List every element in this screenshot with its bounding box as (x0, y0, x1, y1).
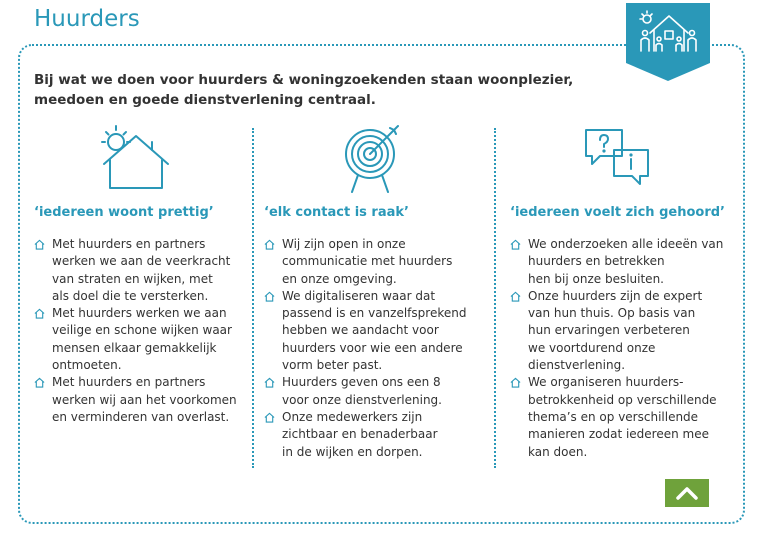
bullet-list (34, 236, 237, 426)
list-item (264, 236, 466, 288)
house-outline-icon (34, 308, 45, 319)
house-outline-icon (264, 239, 275, 250)
list-item (510, 374, 723, 460)
house-outline-icon (34, 239, 45, 250)
list-item-text: Met huurders en partners werken we aan de veerkracht van straten en wijken, met als doel die te versterken. (52, 237, 231, 303)
house-outline-icon (510, 239, 521, 250)
intro-text: Bij wat we doen voor huurders & woningzoekenden staan woonplezier, meedoen en goede dienstverlening centraal. (34, 72, 574, 108)
house-outline-icon (510, 291, 521, 302)
target-icon (336, 120, 416, 195)
column-title: ‘iedereen voelt zich gehoord’ (510, 205, 725, 220)
column-title: ‘iedereen woont prettig’ (34, 205, 214, 220)
list-item-text: Onze huurders zijn de expert van hun thuis. Op basis van hun ervaringen verbeteren we voortdurend onze dienstverlening. (528, 288, 703, 373)
list-item-text: Onze medewerkers zijn zichtbaar en benaderbaar in de wijken en dorpen. (282, 409, 438, 459)
column-divider (494, 128, 496, 468)
list-item (264, 288, 466, 374)
list-item-text: We digitaliseren waar dat passend is en vanzelfsprekend hebben we aandacht voor huurders voor wie een andere vorm beter past. (282, 288, 467, 373)
list-item (510, 288, 723, 374)
list-item-text: Met huurders werken we aan veilige en schone wijken waar mensen elkaar gemakkelijk ontmoeten. (52, 306, 232, 373)
house-outline-icon (34, 377, 45, 388)
scroll-to-top-button[interactable] (665, 479, 709, 507)
list-item (34, 305, 237, 374)
house-outline-icon (264, 377, 275, 388)
chevron-up-icon (665, 479, 709, 507)
house-outline-icon (264, 291, 275, 302)
house-sun-icon (94, 120, 174, 195)
column-divider (252, 128, 254, 468)
speech-bubbles-icon (578, 120, 658, 195)
column-title: ‘elk contact is raak’ (264, 205, 409, 220)
list-item-text: We onderzoeken alle ideeën van huurders en betrekken hen bij onze besluiten. (528, 237, 724, 286)
house-outline-icon (264, 412, 275, 423)
family-house-icon (626, 3, 710, 81)
list-item-text: Wij zijn open in onze communicatie met huurders en onze omgeving. (282, 237, 453, 286)
house-outline-icon (510, 377, 521, 388)
page-title: Huurders (34, 6, 140, 32)
list-item-text: Huurders geven ons een 8 voor onze dienstverlening. (282, 375, 442, 407)
bullet-list (510, 236, 723, 461)
list-item-text: Met huurders en partners werken wij aan het voorkomen en verminderen van overlast. (52, 375, 237, 424)
list-item (264, 409, 466, 461)
list-item (34, 236, 237, 305)
list-item (264, 374, 466, 409)
bullet-list (264, 236, 466, 461)
list-item-text: We organiseren huurders- betrokkenheid op verschillende thema’s en op verschillende manieren zodat iedereen mee kan doen. (528, 375, 717, 459)
list-item (34, 374, 237, 426)
list-item (510, 236, 723, 288)
